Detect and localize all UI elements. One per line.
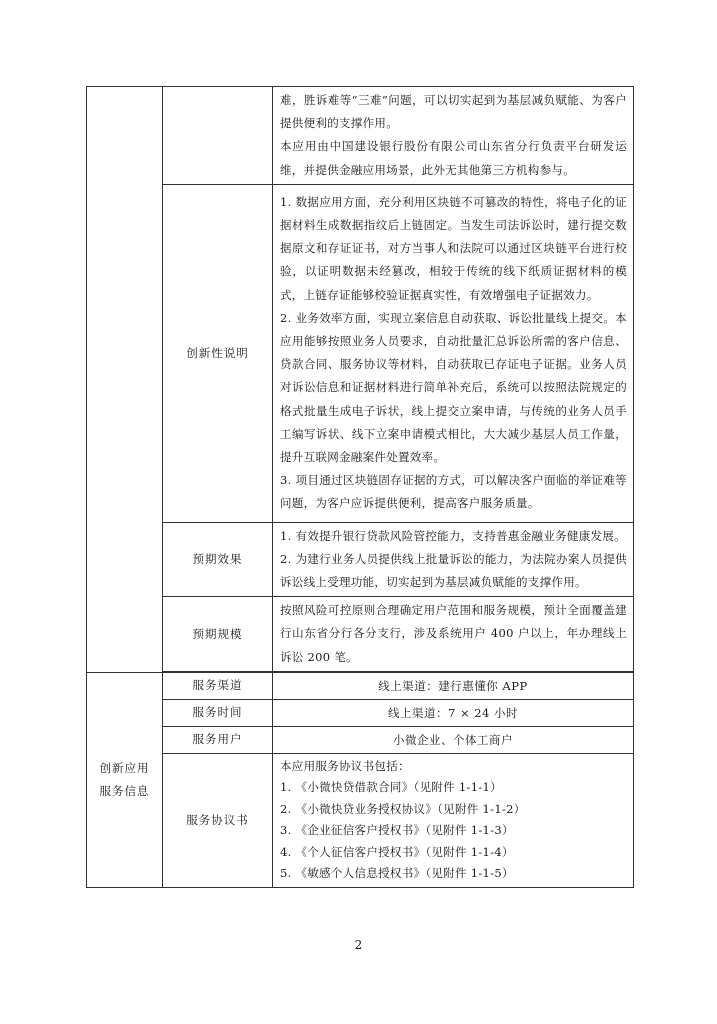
service-time-value: 线上渠道：7 × 24 小时 — [273, 699, 634, 726]
continuation-row — [87, 87, 634, 185]
service-time-row — [87, 699, 634, 726]
service-agreements-label: 服务协议书 — [163, 753, 273, 887]
innovation-row — [87, 184, 634, 522]
service-info-label-line1: 创新应用 — [99, 760, 150, 775]
section-label-empty — [87, 87, 163, 673]
innovation-label: 创新性说明 — [163, 184, 273, 522]
service-time-label: 服务时间 — [163, 699, 273, 726]
expected-scale-label: 预期规模 — [163, 597, 273, 672]
service-users-row — [87, 726, 634, 753]
agreement-item: 3. 《企业征信客户授权书》（见附件 1-1-3） — [280, 823, 514, 838]
innovation-content — [273, 184, 634, 522]
service-agreements-row — [87, 753, 634, 887]
agreements-intro: 本应用服务协议书包括： — [280, 758, 410, 773]
service-info-label — [87, 672, 163, 887]
expected-effect-label: 预期效果 — [163, 522, 273, 597]
expected-scale-row — [87, 597, 634, 672]
service-channel-row — [87, 672, 634, 699]
service-users-label: 服务用户 — [163, 726, 273, 753]
service-agreements-content — [273, 753, 634, 887]
agreement-item: 1. 《小微快贷借款合同》（见附件 1-1-1） — [280, 780, 502, 795]
continuation-content — [273, 87, 634, 185]
paragraph: 3. 项目通过区块链固存证据的方式，可以解决客户面临的举证难等问题，为客户应诉提供便利，提高客户服务质量。 — [280, 473, 627, 511]
paragraph: 本应用由中国建设银行股份有限公司山东省分行负责平台研发运维，并提供金融应用场景，此外无其他第三方机构参与。 — [280, 139, 627, 177]
paragraph: 2. 为建行业务人员提供线上批量诉讼的能力，为法院办案人员提供诉讼线上受理功能，切实起到为基层减负赋能的支撑作用。 — [280, 551, 627, 590]
application-form-table — [86, 86, 634, 888]
continuation-label-empty — [163, 87, 273, 185]
service-users-value: 小微企业、个体工商户 — [273, 726, 634, 753]
agreement-item: 4. 《个人征信客户授权书》（见附件 1-1-4） — [280, 844, 514, 859]
agreement-item: 5. 《敏感个人信息授权书》（见附件 1-1-5） — [280, 866, 514, 881]
paragraph: 按照风险可控原则合理确定用户范围和服务规模，预计全面覆盖建行山东省分行各分支行，涉及系统用户 400 户以上，年办理线上诉讼 200 笔。 — [280, 603, 627, 664]
expected-scale-content — [273, 597, 634, 672]
service-channel-label: 服务渠道 — [163, 672, 273, 699]
paragraph: 1. 数据应用方面，充分利用区块链不可篡改的特性，将电子化的证据材料生成数据指纹后上链固定。当发生司法诉讼时，建行提交数据原文和存证证书，对方当事人和法院可以通过区块链平台进行校验，以证明数据未经篡改，相较于传统的线下纸质证据材料的模式，上链存证能够校验证据真实性，有效增强电子证据效力。 — [280, 194, 627, 302]
page-number: 2 — [354, 938, 363, 952]
agreement-item: 2. 《小微快贷业务授权协议》（见附件 1-1-2） — [280, 801, 526, 816]
paragraph: 1. 有效提升银行贷款风险管控能力，支持普惠金融业务健康发展。 — [280, 528, 626, 543]
service-info-label-line2: 服务信息 — [99, 783, 150, 798]
service-channel-value: 线上渠道：建行惠懂你 APP — [273, 672, 634, 699]
expected-effect-row — [87, 522, 634, 597]
expected-effect-content — [273, 522, 634, 597]
paragraph: 难，胜诉难等“三难”问题，可以切实起到为基层减负赋能、为客户提供便利的支撑作用。 — [280, 93, 627, 131]
paragraph: 2. 业务效率方面，实现立案信息自动获取、诉讼批量线上提交。本应用能够按照业务人员要求，自动批量汇总诉讼所需的客户信息、贷款合同、服务协议等材料，自动获取已存证电子证据。业务人员对诉讼信息和证据材料进行简单补充后，系统可以按照法院规定的格式批量生成电子诉状，线上提交立案申请，与传统的业务人员手工编写诉状、线下立案申请模式相比，大大减少基层人员工作量，提升互联网金融案件处置效率。 — [280, 310, 627, 465]
